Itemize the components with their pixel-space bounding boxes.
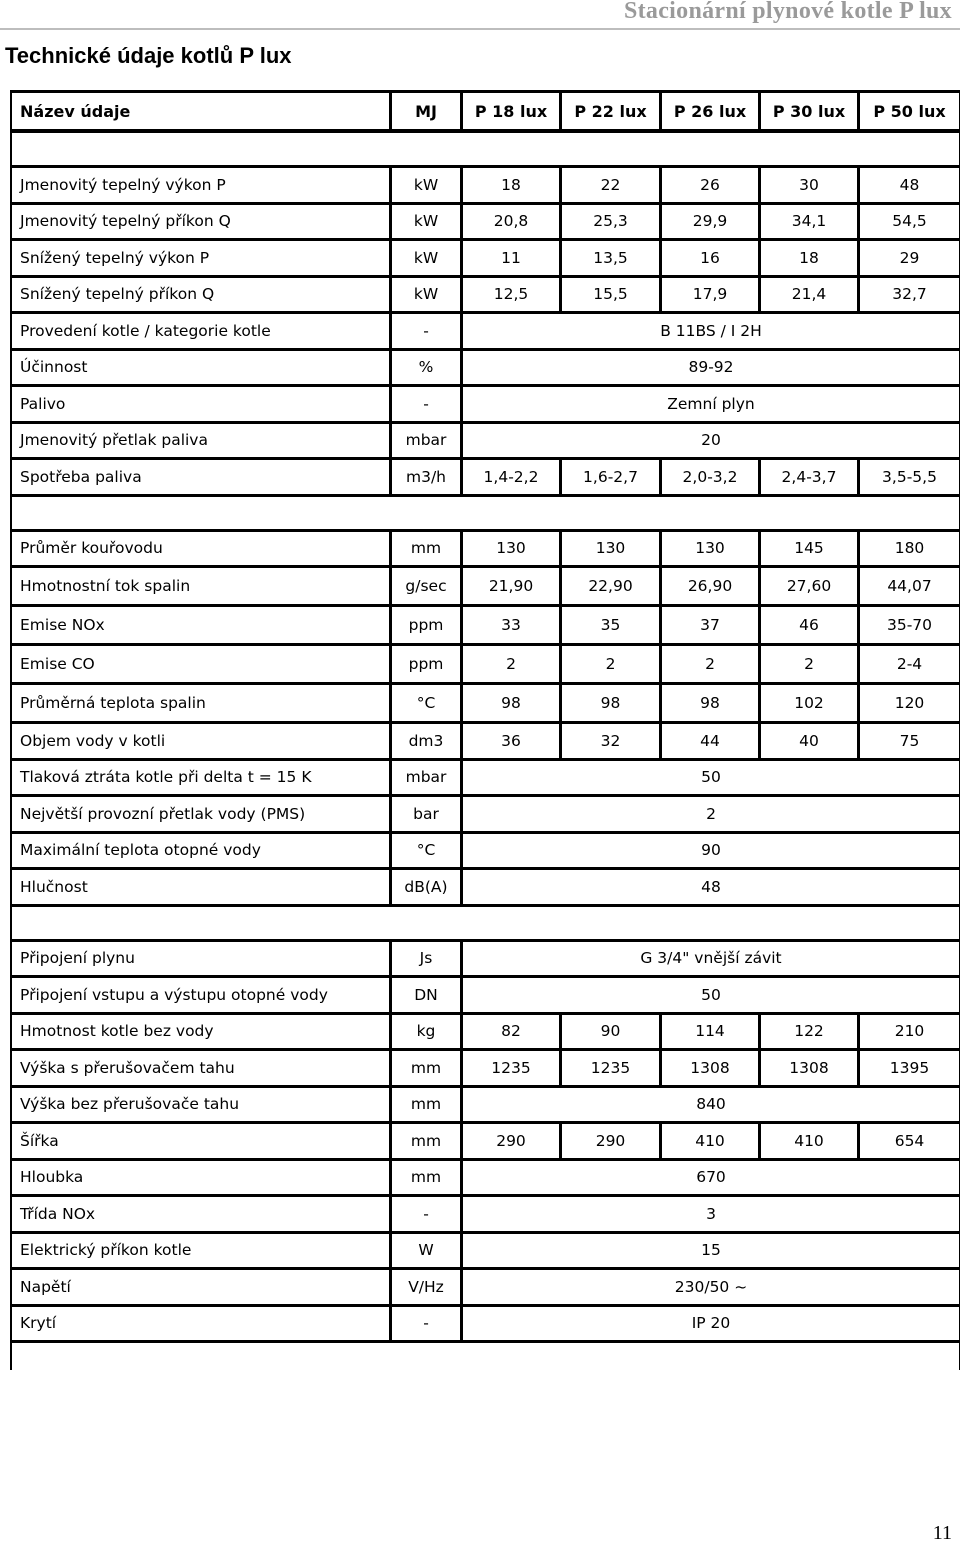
row-value: 75 [860,724,959,758]
row-unit: dB(A) [392,870,460,904]
row-merged-value: 50 [463,761,959,795]
row-merged-value: 840 [463,1088,959,1122]
row-label: Šířka [12,1124,389,1158]
row-merged-value: 230/50 ~ [463,1270,959,1304]
row-value: 130 [562,532,659,566]
row-unit: m3/h [392,460,460,494]
spec-table [10,90,960,1370]
row-label: Připojení plynu [12,942,389,976]
nozzle-table [0,1390,960,1520]
section-spacer-row [12,133,959,165]
header-cell: P 18 lux [463,93,559,129]
row-value: 44,07 [860,568,959,604]
row-value: 2 [662,646,758,682]
row-value: 11 [463,241,559,275]
row-value: 32 [562,724,659,758]
row-merged-value: B 11BS / I 2H [463,314,959,348]
row-value: 1,4-2,2 [463,460,559,494]
row-label: Hmotnostní tok spalin [12,568,389,604]
row-value: 37 [662,607,758,643]
row-value: 1395 [860,1051,959,1085]
row-value: 1235 [562,1051,659,1085]
row-value: 35 [562,607,659,643]
row-value: 290 [463,1124,559,1158]
row-value: 12,5 [463,278,559,312]
row-value: 3,5-5,5 [860,460,959,494]
header-cell: P 22 lux [562,93,659,129]
row-merged-value: 48 [463,870,959,904]
row-value: 2 [463,646,559,682]
row-value: 98 [463,685,559,721]
row-unit: kW [392,205,460,239]
row-value: 46 [761,607,857,643]
row-value: 130 [662,532,758,566]
row-value: 1308 [761,1051,857,1085]
row-label: Napětí [12,1270,389,1304]
row-merged-value: 2 [463,797,959,831]
row-value: 210 [860,1015,959,1049]
row-value: 102 [761,685,857,721]
page-header-title: Stacionární plynové kotle P lux [623,0,952,24]
row-value: 17,9 [662,278,758,312]
row-label: Provedení kotle / kategorie kotle [12,314,389,348]
header-cell: P 50 lux [860,93,959,129]
row-label: Jmenovitý tepelný příkon Q [12,205,389,239]
section-spacer-row [12,1343,959,1375]
row-unit: g/sec [392,568,460,604]
row-value: 16 [662,241,758,275]
row-value: 27,60 [761,568,857,604]
row-unit: Js [392,942,460,976]
row-unit: mbar [392,424,460,458]
row-unit: % [392,351,460,385]
row-merged-value: 15 [463,1234,959,1268]
row-label: Palivo [12,387,389,421]
row-value: 36 [463,724,559,758]
row-unit: °C [392,834,460,868]
row-merged-value: 3 [463,1197,959,1231]
row-merged-value: G 3/4" vnější závit [463,942,959,976]
row-unit: mm [392,532,460,566]
row-value: 2 [562,646,659,682]
row-value: 44 [662,724,758,758]
row-value: 33 [463,607,559,643]
row-unit: - [392,1307,460,1341]
row-value: 1,6-2,7 [562,460,659,494]
row-label: Účinnost [12,351,389,385]
row-label: Krytí [12,1307,389,1341]
row-merged-value: 89-92 [463,351,959,385]
row-unit: kW [392,168,460,202]
row-merged-value: 20 [463,424,959,458]
row-unit: ppm [392,646,460,682]
row-merged-value: 670 [463,1161,959,1195]
row-value: 1308 [662,1051,758,1085]
row-value: 15,5 [562,278,659,312]
row-label: Emise NOx [12,607,389,643]
row-value: 13,5 [562,241,659,275]
row-label: Maximální teplota otopné vody [12,834,389,868]
row-value: 18 [463,168,559,202]
row-value: 25,3 [562,205,659,239]
row-label: Snížený tepelný příkon Q [12,278,389,312]
section-title: Technické údaje kotlů P lux [5,43,292,68]
row-value: 2,0-3,2 [662,460,758,494]
row-unit: W [392,1234,460,1268]
header-cell: Název údaje [12,93,389,129]
row-label: Jmenovitý přetlak paliva [12,424,389,458]
row-label: Hlučnost [12,870,389,904]
row-unit: V/Hz [392,1270,460,1304]
row-value: 98 [562,685,659,721]
row-unit: ppm [392,607,460,643]
row-value: 114 [662,1015,758,1049]
row-value: 22 [562,168,659,202]
row-value: 20,8 [463,205,559,239]
row-merged-value: 90 [463,834,959,868]
row-value: 48 [860,168,959,202]
row-label: Průměrná teplota spalin [12,685,389,721]
row-value: 2-4 [860,646,959,682]
row-unit: DN [392,978,460,1012]
row-unit: kW [392,278,460,312]
row-value: 30 [761,168,857,202]
page-number: 11 [932,1522,952,1544]
row-label: Tlaková ztráta kotle při delta t = 15 K [12,761,389,795]
row-label: Hmotnost kotle bez vody [12,1015,389,1049]
row-unit: mm [392,1088,460,1122]
row-unit: mbar [392,761,460,795]
row-label: Výška s přerušovačem tahu [12,1051,389,1085]
row-value: 21,90 [463,568,559,604]
row-unit: °C [392,685,460,721]
row-label: Spotřeba paliva [12,460,389,494]
row-value: 82 [463,1015,559,1049]
row-value: 654 [860,1124,959,1158]
row-unit: - [392,1197,460,1231]
row-unit: mm [392,1124,460,1158]
section-spacer-row [12,907,959,939]
row-value: 40 [761,724,857,758]
row-label: Výška bez přerušovače tahu [12,1088,389,1122]
row-value: 180 [860,532,959,566]
row-value: 410 [662,1124,758,1158]
row-unit: - [392,387,460,421]
row-value: 98 [662,685,758,721]
row-value: 410 [761,1124,857,1158]
row-merged-value: IP 20 [463,1307,959,1341]
row-value: 1235 [463,1051,559,1085]
header-cell: P 30 lux [761,93,857,129]
row-label: Objem vody v kotli [12,724,389,758]
row-value: 35-70 [860,607,959,643]
header-cell: P 26 lux [662,93,758,129]
row-value: 22,90 [562,568,659,604]
row-value: 29,9 [662,205,758,239]
row-value: 2,4-3,7 [761,460,857,494]
row-unit: dm3 [392,724,460,758]
row-unit: bar [392,797,460,831]
row-value: 34,1 [761,205,857,239]
row-label: Třída NOx [12,1197,389,1231]
row-unit: - [392,314,460,348]
row-value: 120 [860,685,959,721]
row-unit: mm [392,1051,460,1085]
row-unit: mm [392,1161,460,1195]
row-merged-value: 50 [463,978,959,1012]
row-label: Průměr kouřovodu [12,532,389,566]
row-value: 32,7 [860,278,959,312]
row-label: Největší provozní přetlak vody (PMS) [12,797,389,831]
row-value: 54,5 [860,205,959,239]
row-value: 29 [860,241,959,275]
page-header [0,0,960,30]
row-unit: kW [392,241,460,275]
row-label: Snížený tepelný výkon P [12,241,389,275]
row-label: Připojení vstupu a výstupu otopné vody [12,978,389,1012]
row-value: 21,4 [761,278,857,312]
row-value: 290 [562,1124,659,1158]
row-value: 26,90 [662,568,758,604]
header-cell: MJ [392,93,460,129]
row-value: 122 [761,1015,857,1049]
row-value: 26 [662,168,758,202]
section-spacer-row [12,497,959,529]
row-label: Hloubka [12,1161,389,1195]
row-value: 90 [562,1015,659,1049]
row-unit: kg [392,1015,460,1049]
row-value: 145 [761,532,857,566]
row-value: 130 [463,532,559,566]
row-label: Jmenovitý tepelný výkon P [12,168,389,202]
row-label: Emise CO [12,646,389,682]
row-label: Elektrický příkon kotle [12,1234,389,1268]
row-merged-value: Zemní plyn [463,387,959,421]
row-value: 18 [761,241,857,275]
row-value: 2 [761,646,857,682]
